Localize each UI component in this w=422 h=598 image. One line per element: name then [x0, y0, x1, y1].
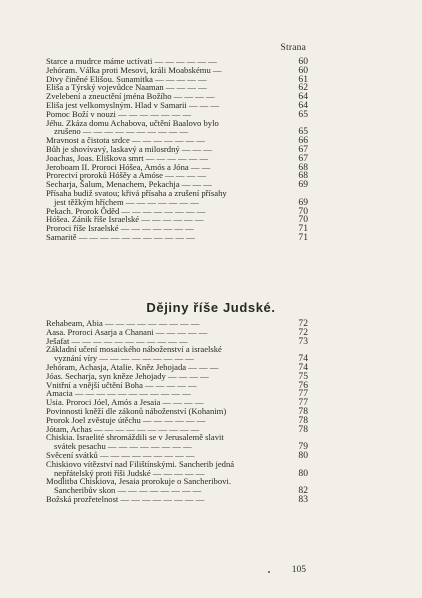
toc-entry-page: 60 — [298, 64, 308, 76]
toc-entry-title: Divy činěné Elišou. Sunamitka — — — — — — [46, 73, 207, 84]
toc-entry-title: Hóšea. Zánik říše Israelské — — — — — — — [46, 214, 204, 225]
toc-entry-page: 78 — [298, 405, 308, 417]
toc-entry-page: 77 — [298, 388, 308, 400]
toc-entry-page: 73 — [298, 335, 308, 347]
toc-entry-title: nepřátelský proti říši Judské — — — — — — [54, 467, 205, 478]
toc-entry-page: 62 — [298, 82, 308, 94]
toc-entry-page: 82 — [298, 485, 308, 497]
toc-entry-title: Svěcení svátků — — — — — — — — — — [46, 449, 195, 460]
toc-entry-title: Eliša jest velkomyslným. Hlad v Samarii — — — — [46, 99, 220, 110]
toc-entry-page: 71 — [298, 223, 308, 235]
toc-entry-title: zrušeno — — — — — — — — — — — [54, 126, 189, 137]
toc-entry-page: 65 — [298, 126, 308, 138]
toc-entry-page: 80 — [298, 467, 308, 479]
toc-entry-page: 69 — [298, 196, 308, 208]
toc-entry-page: 72 — [298, 326, 308, 338]
toc-entry-page: 65 — [298, 108, 308, 120]
ink-speck — [268, 571, 270, 573]
toc-entry-title: Jeroboam II. Proroci Hóšea, Amós a Jóna — — — [46, 161, 211, 172]
toc-entry-title: Zvelebení a zneuctění jména Božího — — — — — [46, 91, 215, 102]
toc-entry-page: 64 — [298, 91, 308, 103]
section-title: Dějiny říše Judské. — [146, 300, 276, 315]
toc-entry-page: 76 — [298, 379, 308, 391]
toc-entry-title: Povinnosti kněží dle zákonů náboženství (Kohanim) — [46, 405, 227, 416]
toc-entry-title: Prorok Joel zvěstuje útěchu — — — — — — — [46, 414, 206, 425]
toc-entry-title: Joachas, Joas. Eliškova smrt — — — — — — — [46, 152, 209, 163]
toc-entry-page: 78 — [298, 414, 308, 426]
toc-entry-page: 78 — [298, 423, 308, 435]
toc-entry-title: Základní učení mosaického náboženství a israelské — [46, 344, 222, 355]
toc-entry-title: Prorectví proroků Hóšěy a Amóse — — — — — [46, 170, 206, 181]
toc-entry-page: 83 — [298, 493, 308, 505]
toc-entry-page: 72 — [298, 318, 308, 329]
toc-entry-title: Samaritě — — — — — — — — — — — — [46, 231, 195, 242]
toc-entry-title: Jóas. Secharja, syn kněze Jehojady — — — — — [46, 370, 209, 381]
toc-entry-page: 71 — [298, 231, 308, 243]
toc-entry-page: 60 — [298, 56, 308, 67]
toc-section-juda — [46, 319, 308, 504]
toc-entry-title: jest těžkým hříchem — — — — — — — — [54, 196, 199, 207]
toc-entry-title: Mravnost a čistota srdce — — — — — — — — [46, 135, 205, 146]
toc-entry-title: Aasa. Proroci Asarja a Chanani — — — — — — [46, 326, 208, 337]
toc-entry-title: Secharja, Šalum, Menachem, Pekachja — — — — [46, 179, 212, 190]
toc-entry-page: 67 — [298, 152, 308, 164]
toc-entry-title: Sancheribův skon — — — — — — — — — [54, 485, 202, 496]
toc-entry-page: 75 — [298, 370, 308, 382]
toc-entry-title: Přísaha budiž svatou; křivá přísaha a zrušení přísahy — [46, 187, 227, 198]
folio-page-number: 105 — [291, 565, 306, 575]
toc-entry — [46, 495, 308, 504]
toc-entry-title: Chiskia. Israelité shromáždili se v Jerusalemě slavit — [46, 432, 224, 443]
toc-entry-page: 66 — [298, 135, 308, 147]
toc-entry-title: Ješafat — — — — — — — — — — — — [46, 335, 188, 346]
toc-entry-page: 67 — [298, 143, 308, 155]
toc-entry-title: Božská prozřetelnost — — — — — — — — — [46, 493, 205, 504]
toc-entry-title: Proroci říše Israelské — — — — — — — — [46, 223, 194, 234]
toc-entry-page: 74 — [298, 353, 308, 365]
toc-entry-title: Pomoc Boží v nouzi — — — — — — — — [46, 108, 192, 119]
toc-entry-page: 79 — [298, 441, 308, 453]
toc-entry-page: 74 — [298, 361, 308, 373]
toc-entry-title: Modlitba Chiskiova, Jesaia prorokuje o Sancheribovi. — [46, 476, 231, 487]
toc-entry-page: 70 — [298, 205, 308, 217]
toc-section-israel — [46, 57, 308, 242]
toc-entry-title: Amacia — — — — — — — — — — — — [46, 388, 191, 399]
toc-entry-page: 64 — [298, 99, 308, 111]
toc-entry-title: svátek pesachu — — — — — — — — — [54, 441, 192, 452]
toc-entry-page: 68 — [298, 161, 308, 173]
toc-entry-title: Jótam, Achas — — — — — — — — — — — [46, 423, 200, 434]
toc-entry-title: Pekach. Prorok Ôděd — — — — — — — — — [46, 205, 206, 216]
toc-entry — [46, 233, 308, 242]
page-column-header: Strana — [280, 43, 306, 53]
toc-entry-title: Rehabeam, Abia — — — — — — — — — — [46, 318, 200, 328]
toc-entry-title: Starce a mudrce máme uctívati — — — — — — — [46, 56, 217, 66]
toc-entry-title: Vnitřní a vnější učtění Boha — — — — — — [46, 379, 197, 390]
toc-entry-page: 70 — [298, 214, 308, 226]
toc-entry-page: 80 — [298, 449, 308, 461]
toc-entry-title: Jéhu. Zkáza domu Achabova, učtění Baalovo bylo — [46, 117, 219, 128]
toc-entry-page: 61 — [298, 73, 308, 85]
toc-entry-page: 68 — [298, 170, 308, 182]
toc-entry-title: vyznání víry — — — — — — — — — — [54, 353, 194, 364]
toc-entry-page: 69 — [298, 179, 308, 191]
toc-entry-page: 77 — [298, 397, 308, 409]
toc-entry-title: Eliša a Týrský vojevůdce Naaman — — — — — [46, 82, 207, 93]
toc-entry-title: Chiskiovo vítězství nad Filištínskými. Sancherib jedná — [46, 458, 235, 469]
toc-entry-title: Bůh je shovívavý, laskavý a milosrdný — — — — [46, 143, 212, 154]
toc-entry-title: Usia. Proroci Jóel, Amós a Jesaia — — — — — [46, 397, 204, 408]
toc-entry-title: Jehóram. Válka proti Mesovi, králi Moabskému — — [46, 64, 222, 75]
toc-entry-title: Jehóram, Achasja, Atalie. Kněz Jehojada — — — — [46, 361, 219, 372]
